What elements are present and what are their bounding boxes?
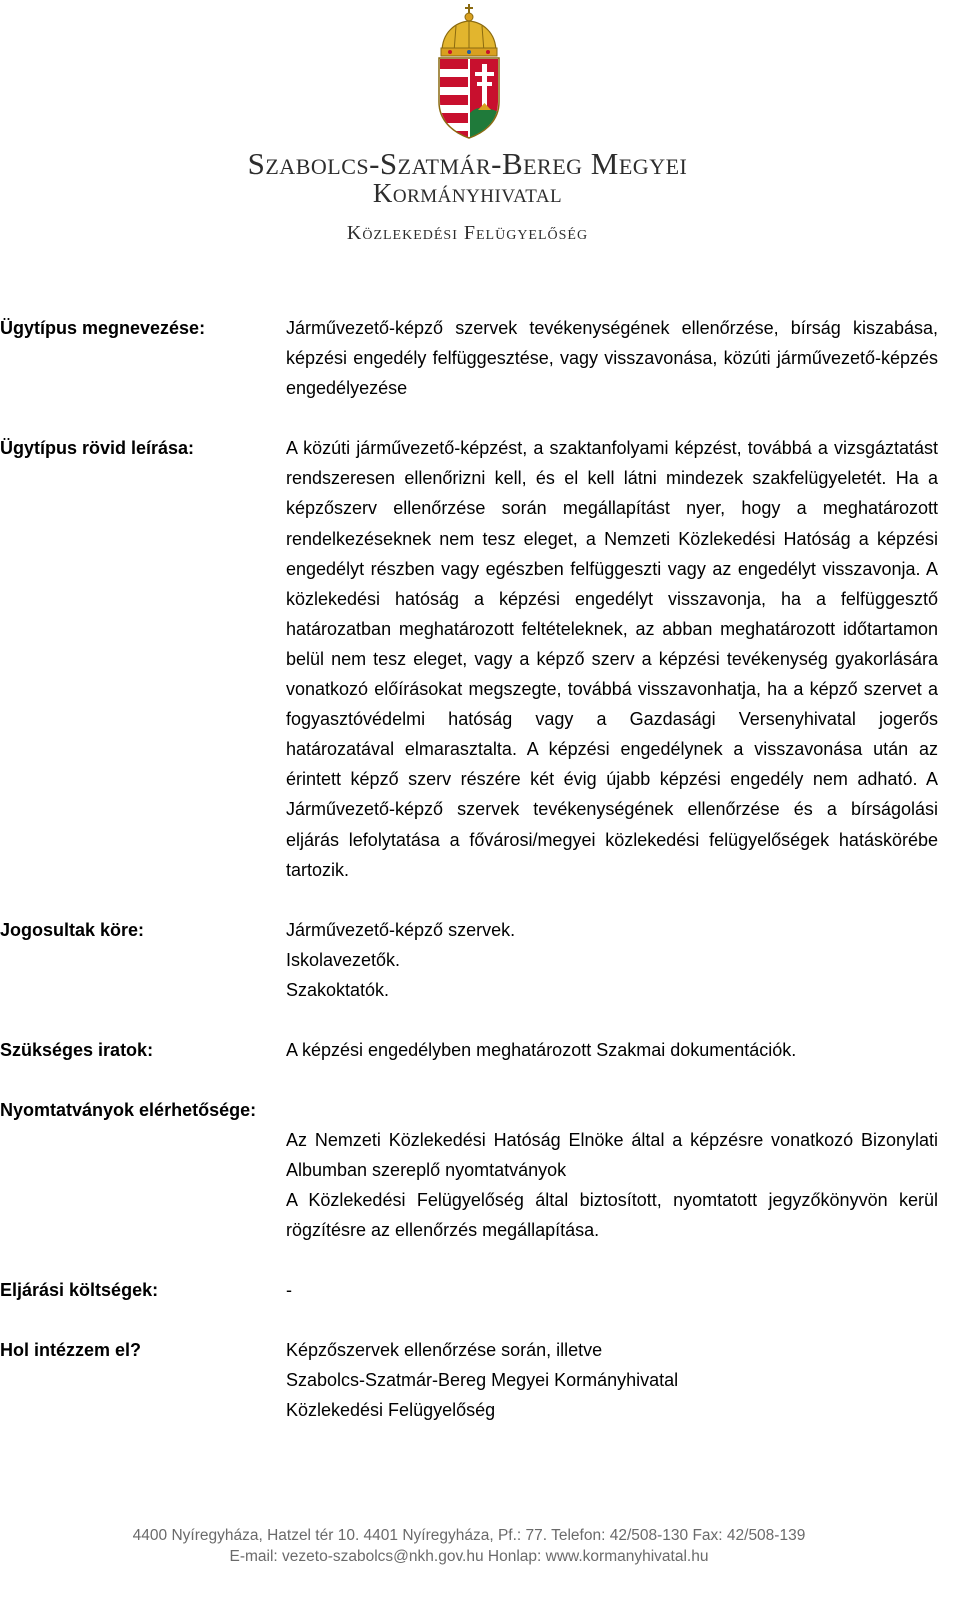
section-text: A Közlekedési Felügyelőség által biztosított, nyomtatott jegyzőkönyvön kerül rögzítésre az ellenőrzés megállapítása.	[286, 1190, 938, 1241]
section-label: Szükséges iratok:	[0, 1039, 154, 1060]
section-hol-intezzem-el	[0, 1335, 938, 1425]
section-label: Jogosultak köre:	[0, 919, 145, 940]
section-text: A közúti járművezető-képzést, a szaktanfolyami képzést, továbbá a vizsgáztatást rendszeresen ellenőrizni kell, és el kell látni mindezek szakfelügyeletét. Ha a képzőszerv ellenőrzése során megállapítást nyer, hogy a meghatározott rendelkezéseknek nem tesz eleget, a Nemzeti Közlekedési Hatóság a képzési engedélyt részben vagy egészben felfüggeszti vagy az engedélyt visszavonja. A közlekedési hatóság a képzési engedélyt visszavonja, ha a felfüggesztő határozatban meghatározott feltételeknek, az abban meghatározott időtartamon belül nem tesz eleget, vagy a képző szerv a képzési tevékenység gyakorlására vonatkozó előírásokat megszegte, továbbá visszavonhatja, ha a képző szervet a fogyasztóvédelmi hatóság vagy a Gazdasági Versenyhivatal jogerős határozatával elmarasztalta. A képzési engedélynek a visszavonása után az érintett képző szerv részére két évig újabb képzési engedély nem adható. A Járművezető-képző szervek tevékenységének ellenőrzése és a bírságolási eljárás lefolytatása a fővárosi/megyei közlekedési felügyelőségek hatáskörébe tartozik.	[286, 438, 938, 880]
spacer	[0, 1245, 938, 1275]
section-ugytipus-megnevezese	[0, 313, 938, 403]
section-text: Az Nemzeti Közlekedési Hatóság Elnöke által a képzésre vonatkozó Bizonylati Albumban szereplő nyomtatványok	[286, 1130, 938, 1181]
list-item: Szakoktatók.	[286, 979, 390, 1000]
section-nyomtatvanyok	[0, 1095, 938, 1245]
section-label: Ügytípus megnevezése:	[0, 318, 206, 338]
letterhead	[0, 0, 960, 260]
section-eljarasi-koltsegek	[0, 1275, 938, 1305]
spacer	[0, 1305, 938, 1335]
spacer	[0, 1065, 938, 1095]
section-text: A képzési engedélyben meghatározott Szakmai dokumentációk.	[286, 1039, 797, 1060]
section-ugytipus-leirasa	[0, 433, 938, 884]
section-value	[286, 433, 938, 884]
spacer	[0, 885, 938, 915]
coat-of-arms-icon	[436, 2, 502, 142]
document-body	[0, 313, 938, 1425]
list-item: Szabolcs-Szatmár-Bereg Megyei Kormányhivatal	[286, 1370, 679, 1391]
section-value	[286, 915, 938, 1005]
list-item: Közlekedési Felügyelőség	[286, 1400, 496, 1421]
section-value	[286, 1035, 938, 1065]
org-name-line1: Szabolcs-Szatmár-Bereg Megyei	[247, 146, 688, 181]
spacer	[0, 403, 938, 433]
list-item: Képzőszervek ellenőrzése során, illetve	[286, 1340, 603, 1361]
section-szukseges-iratok	[0, 1035, 938, 1065]
section-label: Eljárási költségek:	[0, 1280, 159, 1301]
section-value	[286, 1335, 938, 1425]
org-name-line3: Közlekedési Felügyelőség	[346, 222, 589, 244]
section-text: Járművezető-képző szervek tevékenységének ellenőrzése, bírság kiszabása, képzési engedély felfüggesztése, vagy visszavonása, közúti járművezető-képzés engedélyezése	[286, 318, 938, 399]
section-jogosultak-kore	[0, 915, 938, 1005]
spacer	[0, 1005, 938, 1035]
list-item: Iskolavezetők.	[286, 949, 401, 970]
list-item: Járművezető-képző szervek.	[286, 919, 516, 940]
section-text: -	[286, 1280, 292, 1301]
page-footer	[0, 1525, 938, 1567]
section-value	[286, 1275, 938, 1305]
section-value	[286, 313, 938, 403]
footer-address: 4400 Nyíregyháza, Hatzel tér 10. 4401 Nyíregyháza, Pf.: 77. Telefon: 42/508-130 Fax: 42/508-139	[132, 1527, 806, 1544]
section-label: Nyomtatványok elérhetősége:	[0, 1100, 257, 1121]
org-name-line2: Kormányhivatal	[372, 178, 563, 208]
section-label: Hol intézzem el?	[0, 1340, 142, 1361]
footer-contact: E-mail: vezeto-szabolcs@nkh.gov.hu Honlap: www.kormanyhivatal.hu	[229, 1548, 709, 1565]
section-label: Ügytípus rövid leírása:	[0, 438, 195, 459]
section-value	[286, 1125, 938, 1245]
